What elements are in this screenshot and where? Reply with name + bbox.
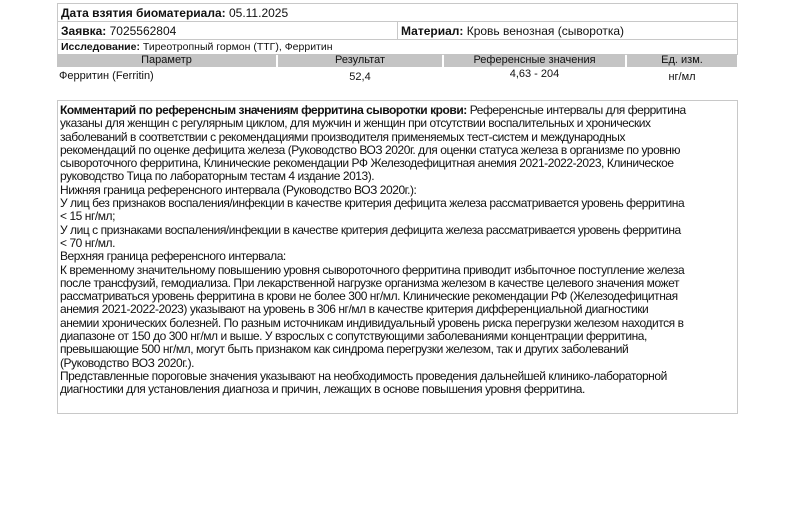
comment-line: Нижняя граница референсного интервала (Руководство ВОЗ 2020г.): (60, 183, 417, 197)
column-header-parameter: Параметр (57, 54, 276, 67)
unit-cell: нг/мл (668, 71, 696, 83)
comment-line: заболеваний в соответствии с рекомендациями производителя применяемых тест-систем и международных (60, 130, 626, 144)
comment-line: руководство Тица по лабораторным тестам 4 издание 2013). (60, 170, 375, 184)
comment-line: рекомендаций по оценке дефицита железа (Руководство ВОЗ 2020г. для оценки статуса железа в организме по уровню (60, 143, 681, 157)
order-value: 7025562804 (109, 24, 177, 38)
comment-line: У лиц с признаками воспаления/инфекции в качестве критерия дефицита железа рассматривается уровень ферритина (60, 223, 681, 237)
column-header-result: Результат (278, 54, 442, 67)
reference-cell: 4,63 - 204 (509, 68, 560, 80)
comment-line: превышающие 500 нг/мл, могут быть признаком как синдрома перегрузки железом, так и других заболеваний (60, 343, 629, 357)
comment-line: после трансфузий, гемодиализа. При лекарственной нагрузке организма железом в качестве целевого значения может (60, 276, 680, 290)
comment-line: сывороточного ферритина, Клинические рекомендации РФ Железодефицитная анемия 2021-2022-2023, Клиническое (60, 157, 674, 171)
comment-line: К временному значительному повышению уровня сывороточного ферритина приводит избыточное поступление железа (60, 263, 685, 277)
collection-date-row (57, 3, 738, 22)
comment-line: указаны для женщин с регулярным циклом, для мужчин и женщин при отсутствии воспалительных и хронических (60, 117, 651, 131)
comment-line: Референсные интервалы для ферритина (466, 104, 686, 117)
column-header-unit: Ед. изм. (627, 54, 737, 67)
material-value: Кровь венозная (сыворотка) (466, 24, 625, 38)
comment-line: диапазоне от 150 до 300 нг/мл и выше. У взрослых с сопутствующими заболеваниями концентрации ферритина, (60, 330, 647, 344)
parameter-cell: Ферритин (Ferritin) (59, 70, 154, 82)
column-header-reference: Референсные значения (444, 54, 625, 67)
comment-line: анемии хронических болезней. По разным источникам индивидуальный уровень риска перегрузки железом находится в (60, 316, 684, 330)
comment-line: < 15 нг/мл; (60, 210, 115, 224)
material-row (397, 21, 738, 40)
result-cell: 52,4 (349, 71, 371, 83)
study-label: Исследование: (61, 41, 140, 53)
comment-line: Верхняя граница референсного интервала: (60, 250, 286, 264)
comment-line: У лиц без признаков воспаления/инфекции в качестве критерия дефицита железа рассматривается уровень ферритина (60, 197, 685, 211)
order-label: Заявка: (61, 24, 107, 38)
study-value: Тиреотропный гормон (ТТГ), Ферритин (142, 41, 333, 53)
material-label: Материал: (401, 24, 464, 38)
comment-line: Представленные пороговые значения указывают на необходимость проведения дальнейшей клинико-лабораторной (60, 369, 667, 383)
collection-date-value: 05.11.2025 (228, 6, 289, 20)
comment-line: < 70 нг/мл. (60, 236, 115, 250)
reference-comment (57, 100, 738, 414)
order-row (57, 21, 398, 40)
comment-line: диагностики для установления диагноза и причин, лежащих в основе повышения уровня ферритина. (60, 383, 585, 397)
comment-title: Комментарий по референсным значениям ферритина сыворотки крови: (60, 104, 467, 117)
comment-line: (Руководство ВОЗ 2020г.). (60, 356, 194, 370)
collection-date-label: Дата взятия биоматериала: (61, 6, 226, 20)
comment-line: анемия 2021-2022-2023) указывают на уровень в 306 нг/мл в качестве критерия дифференциальной диагностики (60, 303, 649, 317)
study-row (57, 39, 738, 55)
comment-line: рассматриваться уровень ферритина в крови не более 300 нг/мл. Клинические рекомендации РФ (Железодефицитная (60, 290, 678, 304)
